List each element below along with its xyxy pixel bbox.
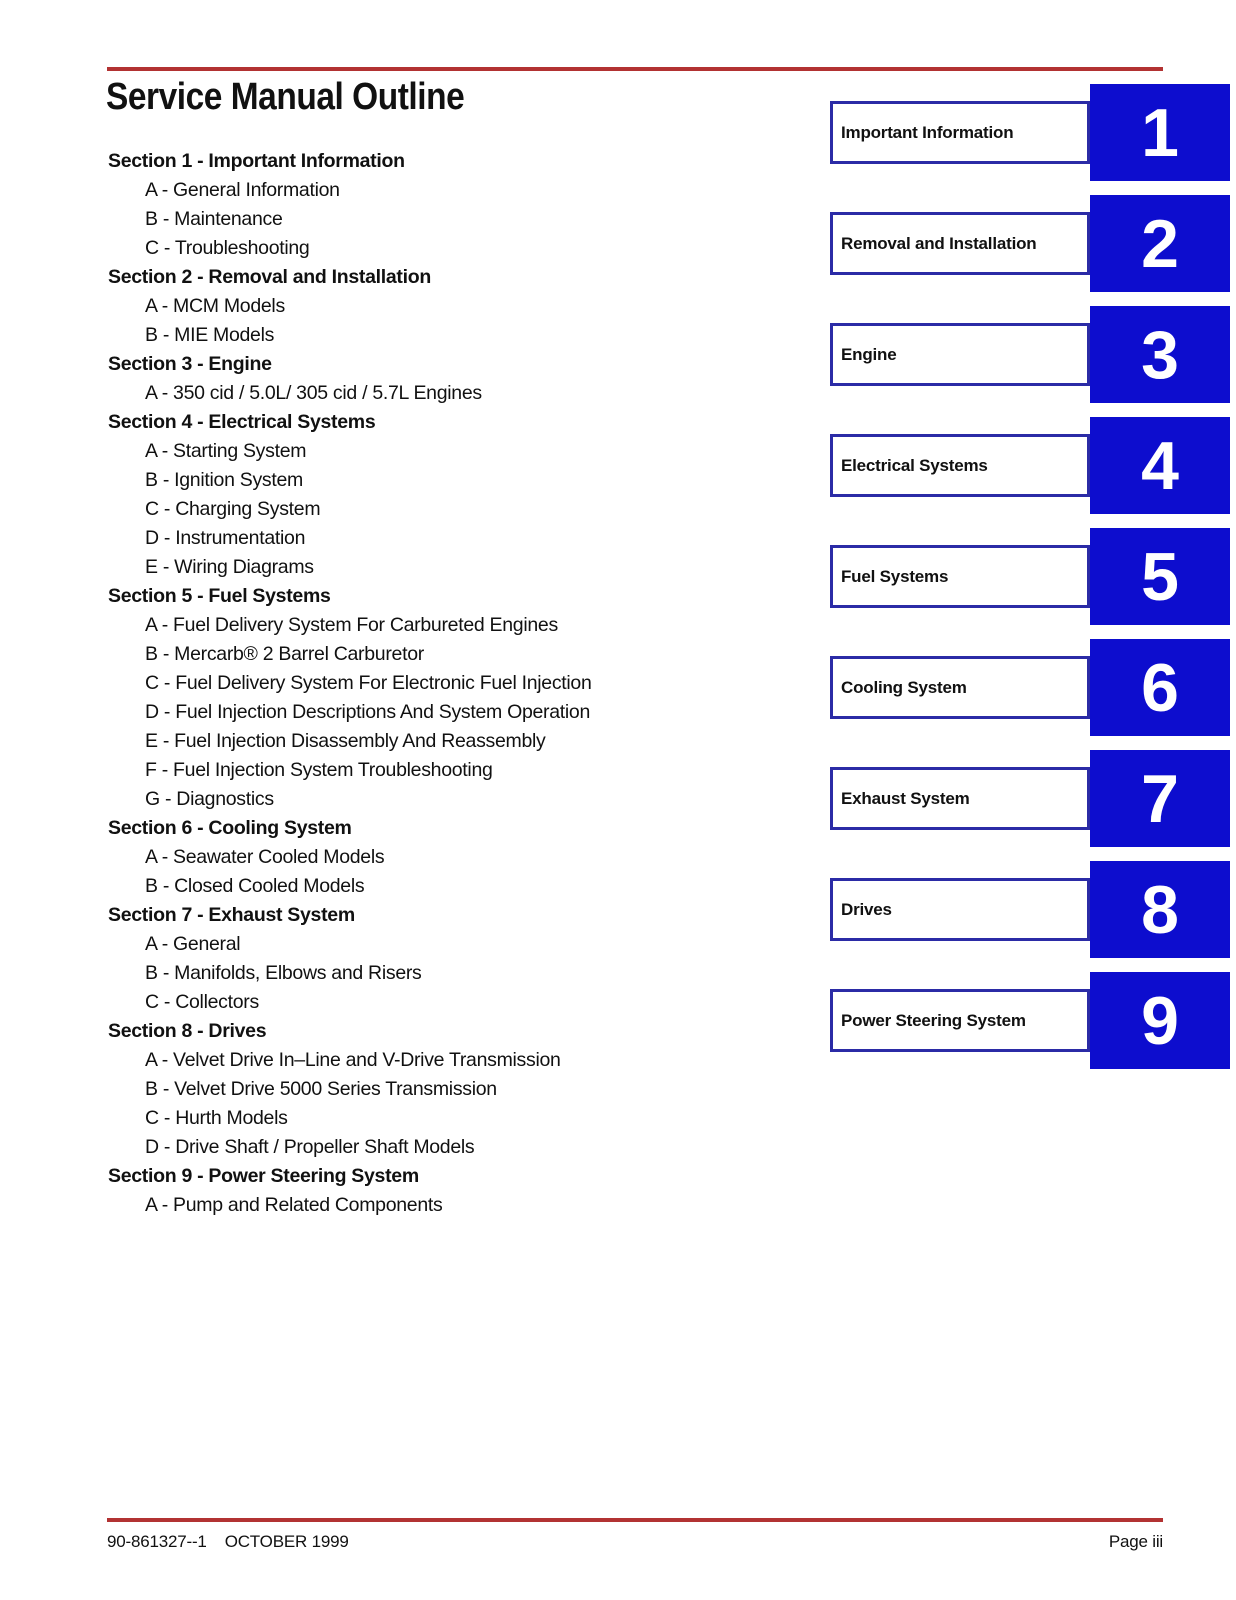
toc-section-heading: Section 4 - Electrical Systems [108,411,376,433]
toc-item: B - Ignition System [145,469,303,491]
toc-section-heading: Section 7 - Exhaust System [108,904,355,926]
toc-item: A - General Information [145,179,340,201]
footer [107,1532,1163,1552]
toc-item: A - General [145,933,241,955]
toc-item: F - Fuel Injection System Troubleshooting [145,759,493,781]
toc-item: C - Fuel Delivery System For Electronic Fuel Injection [145,672,592,694]
toc-section [108,814,808,901]
toc-item: B - Velvet Drive 5000 Series Transmission [145,1078,497,1100]
toc-item: B - Manifolds, Elbows and Risers [145,962,422,984]
tab-number-box: 8 [1090,861,1230,958]
section-tab [830,84,1230,181]
toc-item: A - Seawater Cooled Models [145,846,385,868]
tab-label: Removal and Installation [830,212,1090,275]
tab-label: Drives [830,878,1090,941]
toc-item: E - Wiring Diagrams [145,556,314,578]
toc-item: C - Hurth Models [145,1107,288,1129]
toc-item: B - Closed Cooled Models [145,875,365,897]
page-title: Service Manual Outline [106,76,465,118]
toc-section [108,350,808,408]
tab-number-box: 5 [1090,528,1230,625]
toc-item: G - Diagnostics [145,788,274,810]
toc-item: D - Drive Shaft / Propeller Shaft Models [145,1136,475,1158]
toc-item: D - Fuel Injection Descriptions And System Operation [145,701,591,723]
tab-number-box: 1 [1090,84,1230,181]
toc-item: A - MCM Models [145,295,285,317]
section-tab [830,972,1230,1069]
tab-label: Cooling System [830,656,1090,719]
toc-section-heading: Section 8 - Drives [108,1020,267,1042]
toc-section [108,901,808,1017]
toc-item: A - Starting System [145,440,307,462]
toc-section [108,147,808,263]
section-tab [830,861,1230,958]
toc-section [108,1162,808,1220]
tab-label: Fuel Systems [830,545,1090,608]
section-tab [830,417,1230,514]
toc-item: D - Instrumentation [145,527,306,549]
toc-section-heading: Section 5 - Fuel Systems [108,585,331,607]
tab-label: Exhaust System [830,767,1090,830]
toc [108,147,808,1220]
tab-number-box: 6 [1090,639,1230,736]
toc-section [108,263,808,350]
toc-item: B - MIE Models [145,324,275,346]
tab-number-box: 3 [1090,306,1230,403]
toc-section-heading: Section 2 - Removal and Installation [108,266,431,288]
toc-item: E - Fuel Injection Disassembly And Reassembly [145,730,546,752]
section-tab [830,528,1230,625]
toc-item: A - Pump and Related Components [145,1194,443,1216]
tab-number-box: 9 [1090,972,1230,1069]
toc-item: C - Charging System [145,498,321,520]
footer-left [107,1532,349,1552]
toc-section [108,1017,808,1162]
toc-section [108,408,808,582]
section-tab [830,306,1230,403]
toc-section-heading: Section 6 - Cooling System [108,817,352,839]
tab-number-box: 2 [1090,195,1230,292]
toc-item: C - Troubleshooting [145,237,310,259]
toc-item: A - Velvet Drive In–Line and V-Drive Transmission [145,1049,561,1071]
toc-item: A - 350 cid / 5.0L/ 305 cid / 5.7L Engines [145,382,482,404]
toc-section [108,582,808,814]
section-tab [830,639,1230,736]
tab-label: Electrical Systems [830,434,1090,497]
toc-item: C - Collectors [145,991,259,1013]
section-tab [830,750,1230,847]
tab-number-box: 4 [1090,417,1230,514]
doc-number: 90-861327--1 [107,1532,207,1551]
toc-item: B - Mercarb® 2 Barrel Carburetor [145,643,424,665]
toc-section-heading: Section 1 - Important Information [108,150,405,172]
tab-label: Important Information [830,101,1090,164]
toc-section-heading: Section 9 - Power Steering System [108,1165,419,1187]
toc-item: A - Fuel Delivery System For Carbureted Engines [145,614,558,636]
top-divider [107,67,1163,71]
tab-label: Power Steering System [830,989,1090,1052]
section-tabs [830,84,1230,1069]
toc-section-heading: Section 3 - Engine [108,353,272,375]
tab-label: Engine [830,323,1090,386]
page-number: Page iii [1108,1532,1163,1551]
doc-date: OCTOBER 1999 [224,1532,349,1551]
toc-item: B - Maintenance [145,208,283,230]
section-tab [830,195,1230,292]
tab-number-box: 7 [1090,750,1230,847]
footer-divider [107,1518,1163,1522]
